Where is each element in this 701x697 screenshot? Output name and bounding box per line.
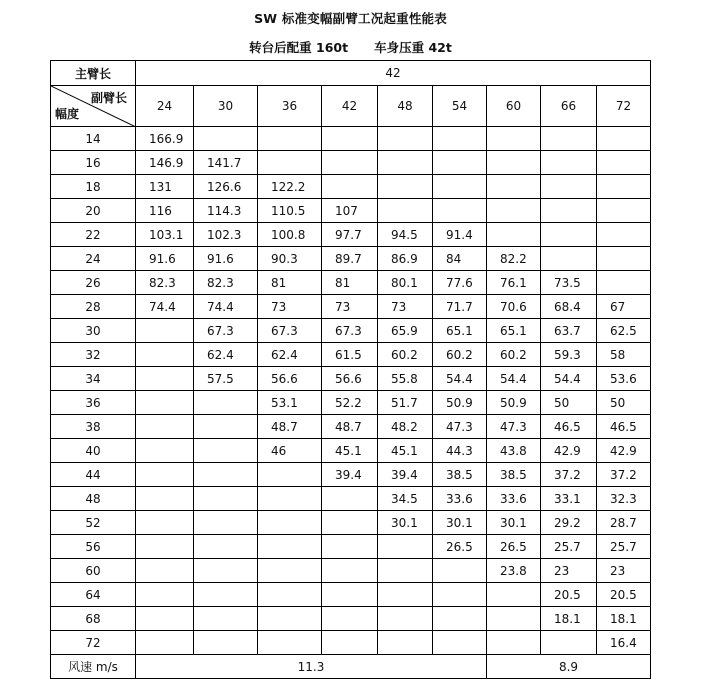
capacity-cell: 86.9 — [378, 247, 433, 271]
capacity-cell — [541, 199, 597, 223]
jib-length-header: 36 — [258, 86, 322, 127]
radius-cell: 30 — [51, 319, 136, 343]
lifting-capacity-table — [50, 60, 651, 679]
table-row — [51, 271, 651, 295]
table-row — [51, 439, 651, 463]
table-row — [51, 511, 651, 535]
capacity-cell: 61.5 — [322, 343, 378, 367]
capacity-cell: 20.5 — [597, 583, 651, 607]
capacity-cell: 126.6 — [194, 175, 258, 199]
capacity-cell: 91.6 — [136, 247, 194, 271]
capacity-cell: 82.2 — [487, 247, 541, 271]
capacity-cell: 23.8 — [487, 559, 541, 583]
table-row — [51, 199, 651, 223]
capacity-cell: 82.3 — [194, 271, 258, 295]
capacity-cell: 45.1 — [322, 439, 378, 463]
capacity-cell: 23 — [597, 559, 651, 583]
capacity-cell — [322, 511, 378, 535]
capacity-cell — [597, 151, 651, 175]
capacity-cell — [597, 247, 651, 271]
car-weight-label: 车身压重 42t — [374, 40, 452, 55]
capacity-cell — [258, 607, 322, 631]
capacity-cell — [136, 559, 194, 583]
radius-cell: 52 — [51, 511, 136, 535]
capacity-cell: 82.3 — [136, 271, 194, 295]
capacity-cell — [136, 319, 194, 343]
capacity-cell — [258, 535, 322, 559]
radius-cell: 20 — [51, 199, 136, 223]
capacity-cell — [136, 487, 194, 511]
capacity-cell — [487, 607, 541, 631]
capacity-cell — [541, 631, 597, 655]
capacity-cell: 100.8 — [258, 223, 322, 247]
capacity-cell — [597, 223, 651, 247]
capacity-cell — [597, 271, 651, 295]
capacity-cell — [322, 559, 378, 583]
capacity-cell: 89.7 — [322, 247, 378, 271]
capacity-cell — [433, 151, 487, 175]
table-row — [51, 487, 651, 511]
capacity-cell: 91.4 — [433, 223, 487, 247]
capacity-cell: 54.4 — [433, 367, 487, 391]
capacity-cell: 77.6 — [433, 271, 487, 295]
capacity-cell — [322, 607, 378, 631]
jib-length-header: 30 — [194, 86, 258, 127]
radius-cell: 48 — [51, 487, 136, 511]
capacity-cell — [487, 127, 541, 151]
capacity-cell: 60.2 — [487, 343, 541, 367]
capacity-cell — [597, 127, 651, 151]
capacity-cell: 39.4 — [378, 463, 433, 487]
jib-length-header: 48 — [378, 86, 433, 127]
capacity-cell: 57.5 — [194, 367, 258, 391]
table-row — [51, 559, 651, 583]
capacity-cell: 18.1 — [597, 607, 651, 631]
capacity-cell — [322, 487, 378, 511]
capacity-cell — [487, 223, 541, 247]
capacity-cell: 42.9 — [597, 439, 651, 463]
capacity-cell — [136, 631, 194, 655]
radius-cell: 28 — [51, 295, 136, 319]
main-boom-value: 42 — [136, 61, 651, 86]
capacity-cell — [136, 607, 194, 631]
capacity-cell — [378, 559, 433, 583]
capacity-cell — [433, 631, 487, 655]
radius-label: 幅度 — [55, 107, 80, 121]
capacity-cell — [136, 391, 194, 415]
radius-cell: 34 — [51, 367, 136, 391]
capacity-cell: 47.3 — [487, 415, 541, 439]
main-boom-label: 主臂长 — [51, 61, 136, 86]
capacity-cell — [194, 439, 258, 463]
capacity-cell: 114.3 — [194, 199, 258, 223]
page-title: SW 标准变幅副臂工况起重性能表 — [254, 11, 447, 26]
table-row — [51, 415, 651, 439]
capacity-cell — [541, 223, 597, 247]
capacity-cell — [541, 151, 597, 175]
capacity-cell: 25.7 — [597, 535, 651, 559]
table-row — [51, 583, 651, 607]
capacity-cell — [322, 535, 378, 559]
radius-cell: 32 — [51, 343, 136, 367]
capacity-cell — [258, 463, 322, 487]
capacity-cell — [322, 583, 378, 607]
capacity-cell — [597, 175, 651, 199]
capacity-cell — [136, 511, 194, 535]
capacity-cell — [258, 151, 322, 175]
capacity-cell: 146.9 — [136, 151, 194, 175]
capacity-cell: 70.6 — [487, 295, 541, 319]
table-row — [51, 127, 651, 151]
capacity-cell: 80.1 — [378, 271, 433, 295]
table-row — [51, 391, 651, 415]
jib-length-header: 60 — [487, 86, 541, 127]
capacity-cell: 56.6 — [322, 367, 378, 391]
capacity-cell: 51.7 — [378, 391, 433, 415]
capacity-cell — [433, 175, 487, 199]
capacity-cell: 110.5 — [258, 199, 322, 223]
table-row — [51, 343, 651, 367]
capacity-cell: 81 — [258, 271, 322, 295]
radius-cell: 72 — [51, 631, 136, 655]
radius-cell: 24 — [51, 247, 136, 271]
radius-cell: 22 — [51, 223, 136, 247]
radius-cell: 40 — [51, 439, 136, 463]
capacity-cell: 74.4 — [136, 295, 194, 319]
capacity-cell: 37.2 — [597, 463, 651, 487]
capacity-cell — [322, 127, 378, 151]
capacity-cell: 29.2 — [541, 511, 597, 535]
capacity-cell — [378, 607, 433, 631]
capacity-cell: 33.6 — [433, 487, 487, 511]
capacity-cell: 23 — [541, 559, 597, 583]
capacity-cell: 30.1 — [433, 511, 487, 535]
capacity-cell: 38.5 — [487, 463, 541, 487]
capacity-cell: 50.9 — [487, 391, 541, 415]
capacity-cell — [433, 559, 487, 583]
table-row — [51, 367, 651, 391]
capacity-cell: 47.3 — [433, 415, 487, 439]
capacity-cell: 67.3 — [258, 319, 322, 343]
capacity-cell: 45.1 — [378, 439, 433, 463]
capacity-cell: 54.4 — [487, 367, 541, 391]
capacity-cell: 84 — [433, 247, 487, 271]
capacity-cell — [258, 127, 322, 151]
capacity-cell — [433, 607, 487, 631]
capacity-cell — [258, 583, 322, 607]
jib-length-header: 54 — [433, 86, 487, 127]
jib-length-header: 72 — [597, 86, 651, 127]
capacity-cell: 50.9 — [433, 391, 487, 415]
capacity-cell — [136, 343, 194, 367]
capacity-cell: 97.7 — [322, 223, 378, 247]
capacity-cell: 30.1 — [487, 511, 541, 535]
capacity-cell — [378, 583, 433, 607]
table-row — [51, 247, 651, 271]
radius-cell: 56 — [51, 535, 136, 559]
capacity-cell: 50 — [541, 391, 597, 415]
capacity-cell: 20.5 — [541, 583, 597, 607]
capacity-cell — [378, 127, 433, 151]
capacity-cell: 73 — [378, 295, 433, 319]
capacity-cell: 48.7 — [258, 415, 322, 439]
jib-length-header: 24 — [136, 86, 194, 127]
capacity-cell — [487, 175, 541, 199]
capacity-cell: 44.3 — [433, 439, 487, 463]
capacity-cell: 26.5 — [433, 535, 487, 559]
capacity-cell: 53.1 — [258, 391, 322, 415]
capacity-cell — [322, 175, 378, 199]
capacity-cell: 34.5 — [378, 487, 433, 511]
table-row — [51, 175, 651, 199]
radius-cell: 16 — [51, 151, 136, 175]
capacity-cell: 32.3 — [597, 487, 651, 511]
capacity-cell: 73.5 — [541, 271, 597, 295]
radius-cell: 36 — [51, 391, 136, 415]
capacity-cell: 54.4 — [541, 367, 597, 391]
table-row — [51, 295, 651, 319]
capacity-cell: 67 — [597, 295, 651, 319]
capacity-cell — [194, 607, 258, 631]
wind-speed-row — [51, 655, 651, 679]
capacity-cell: 65.9 — [378, 319, 433, 343]
capacity-cell — [487, 199, 541, 223]
capacity-cell: 48.2 — [378, 415, 433, 439]
capacity-cell — [433, 127, 487, 151]
table-row — [51, 223, 651, 247]
capacity-cell: 62.5 — [597, 319, 651, 343]
capacity-cell: 102.3 — [194, 223, 258, 247]
capacity-cell — [194, 511, 258, 535]
table-row — [51, 151, 651, 175]
capacity-cell — [136, 439, 194, 463]
capacity-cell: 141.7 — [194, 151, 258, 175]
capacity-cell — [541, 247, 597, 271]
capacity-cell — [258, 559, 322, 583]
capacity-cell: 48.7 — [322, 415, 378, 439]
radius-cell: 38 — [51, 415, 136, 439]
capacity-cell: 90.3 — [258, 247, 322, 271]
capacity-cell: 94.5 — [378, 223, 433, 247]
capacity-cell: 58 — [597, 343, 651, 367]
capacity-cell: 26.5 — [487, 535, 541, 559]
header-corner-cell — [51, 86, 136, 127]
capacity-cell — [136, 463, 194, 487]
wind-speed-value-right: 8.9 — [487, 655, 651, 679]
capacity-cell: 30.1 — [378, 511, 433, 535]
jib-length-header: 66 — [541, 86, 597, 127]
table-row — [51, 319, 651, 343]
capacity-cell: 67.3 — [194, 319, 258, 343]
capacity-cell: 60.2 — [378, 343, 433, 367]
capacity-cell — [487, 631, 541, 655]
capacity-cell: 107 — [322, 199, 378, 223]
capacity-cell — [194, 583, 258, 607]
capacity-cell: 65.1 — [487, 319, 541, 343]
capacity-cell — [258, 511, 322, 535]
capacity-cell — [433, 199, 487, 223]
capacity-cell: 46.5 — [597, 415, 651, 439]
capacity-cell: 122.2 — [258, 175, 322, 199]
capacity-cell: 73 — [322, 295, 378, 319]
capacity-cell — [487, 583, 541, 607]
radius-cell: 14 — [51, 127, 136, 151]
capacity-cell — [378, 535, 433, 559]
capacity-cell: 39.4 — [322, 463, 378, 487]
capacity-cell: 103.1 — [136, 223, 194, 247]
capacity-cell — [378, 151, 433, 175]
capacity-cell: 56.6 — [258, 367, 322, 391]
capacity-cell: 62.4 — [258, 343, 322, 367]
capacity-cell — [194, 487, 258, 511]
capacity-cell: 71.7 — [433, 295, 487, 319]
capacity-cell: 18.1 — [541, 607, 597, 631]
capacity-cell: 76.1 — [487, 271, 541, 295]
capacity-cell: 46 — [258, 439, 322, 463]
capacity-cell — [378, 199, 433, 223]
jib-length-header: 42 — [322, 86, 378, 127]
capacity-cell — [194, 127, 258, 151]
capacity-cell — [194, 631, 258, 655]
capacity-cell: 73 — [258, 295, 322, 319]
capacity-cell: 38.5 — [433, 463, 487, 487]
capacity-cell: 46.5 — [541, 415, 597, 439]
wind-speed-value-left: 11.3 — [136, 655, 487, 679]
capacity-cell — [136, 535, 194, 559]
capacity-cell — [487, 151, 541, 175]
capacity-cell: 28.7 — [597, 511, 651, 535]
capacity-cell — [194, 559, 258, 583]
capacity-cell — [136, 583, 194, 607]
table-row — [51, 631, 651, 655]
capacity-cell: 52.2 — [322, 391, 378, 415]
capacity-cell: 67.3 — [322, 319, 378, 343]
capacity-cell — [378, 631, 433, 655]
capacity-cell: 116 — [136, 199, 194, 223]
capacity-cell: 63.7 — [541, 319, 597, 343]
capacity-cell: 33.1 — [541, 487, 597, 511]
capacity-cell: 59.3 — [541, 343, 597, 367]
capacity-cell — [194, 391, 258, 415]
table-row — [51, 463, 651, 487]
radius-cell: 18 — [51, 175, 136, 199]
capacity-cell — [258, 487, 322, 511]
capacity-cell — [194, 415, 258, 439]
capacity-cell: 33.6 — [487, 487, 541, 511]
radius-cell: 68 — [51, 607, 136, 631]
capacity-cell: 55.8 — [378, 367, 433, 391]
radius-cell: 26 — [51, 271, 136, 295]
capacity-cell — [194, 535, 258, 559]
wind-speed-label: 风速 m/s — [51, 655, 136, 679]
capacity-cell — [597, 199, 651, 223]
counterweight-label: 转台后配重 160t — [249, 40, 349, 55]
capacity-cell — [541, 127, 597, 151]
capacity-cell: 60.2 — [433, 343, 487, 367]
capacity-cell: 25.7 — [541, 535, 597, 559]
capacity-cell — [322, 631, 378, 655]
jib-length-label: 副臂长 — [90, 91, 127, 105]
radius-cell: 64 — [51, 583, 136, 607]
capacity-cell: 81 — [322, 271, 378, 295]
capacity-cell — [322, 151, 378, 175]
capacity-cell — [136, 367, 194, 391]
capacity-cell — [541, 175, 597, 199]
capacity-cell — [194, 463, 258, 487]
capacity-cell: 42.9 — [541, 439, 597, 463]
capacity-cell: 91.6 — [194, 247, 258, 271]
capacity-cell: 166.9 — [136, 127, 194, 151]
radius-cell: 60 — [51, 559, 136, 583]
capacity-cell — [136, 415, 194, 439]
capacity-cell: 62.4 — [194, 343, 258, 367]
capacity-cell: 43.8 — [487, 439, 541, 463]
capacity-cell — [258, 631, 322, 655]
capacity-cell: 68.4 — [541, 295, 597, 319]
table-row — [51, 535, 651, 559]
page-subtitle — [0, 38, 701, 56]
capacity-cell — [433, 583, 487, 607]
capacity-cell: 74.4 — [194, 295, 258, 319]
table-row — [51, 607, 651, 631]
capacity-cell: 53.6 — [597, 367, 651, 391]
capacity-cell: 50 — [597, 391, 651, 415]
capacity-cell: 37.2 — [541, 463, 597, 487]
capacity-cell — [378, 175, 433, 199]
capacity-cell: 131 — [136, 175, 194, 199]
capacity-cell: 65.1 — [433, 319, 487, 343]
capacity-cell: 16.4 — [597, 631, 651, 655]
radius-cell: 44 — [51, 463, 136, 487]
